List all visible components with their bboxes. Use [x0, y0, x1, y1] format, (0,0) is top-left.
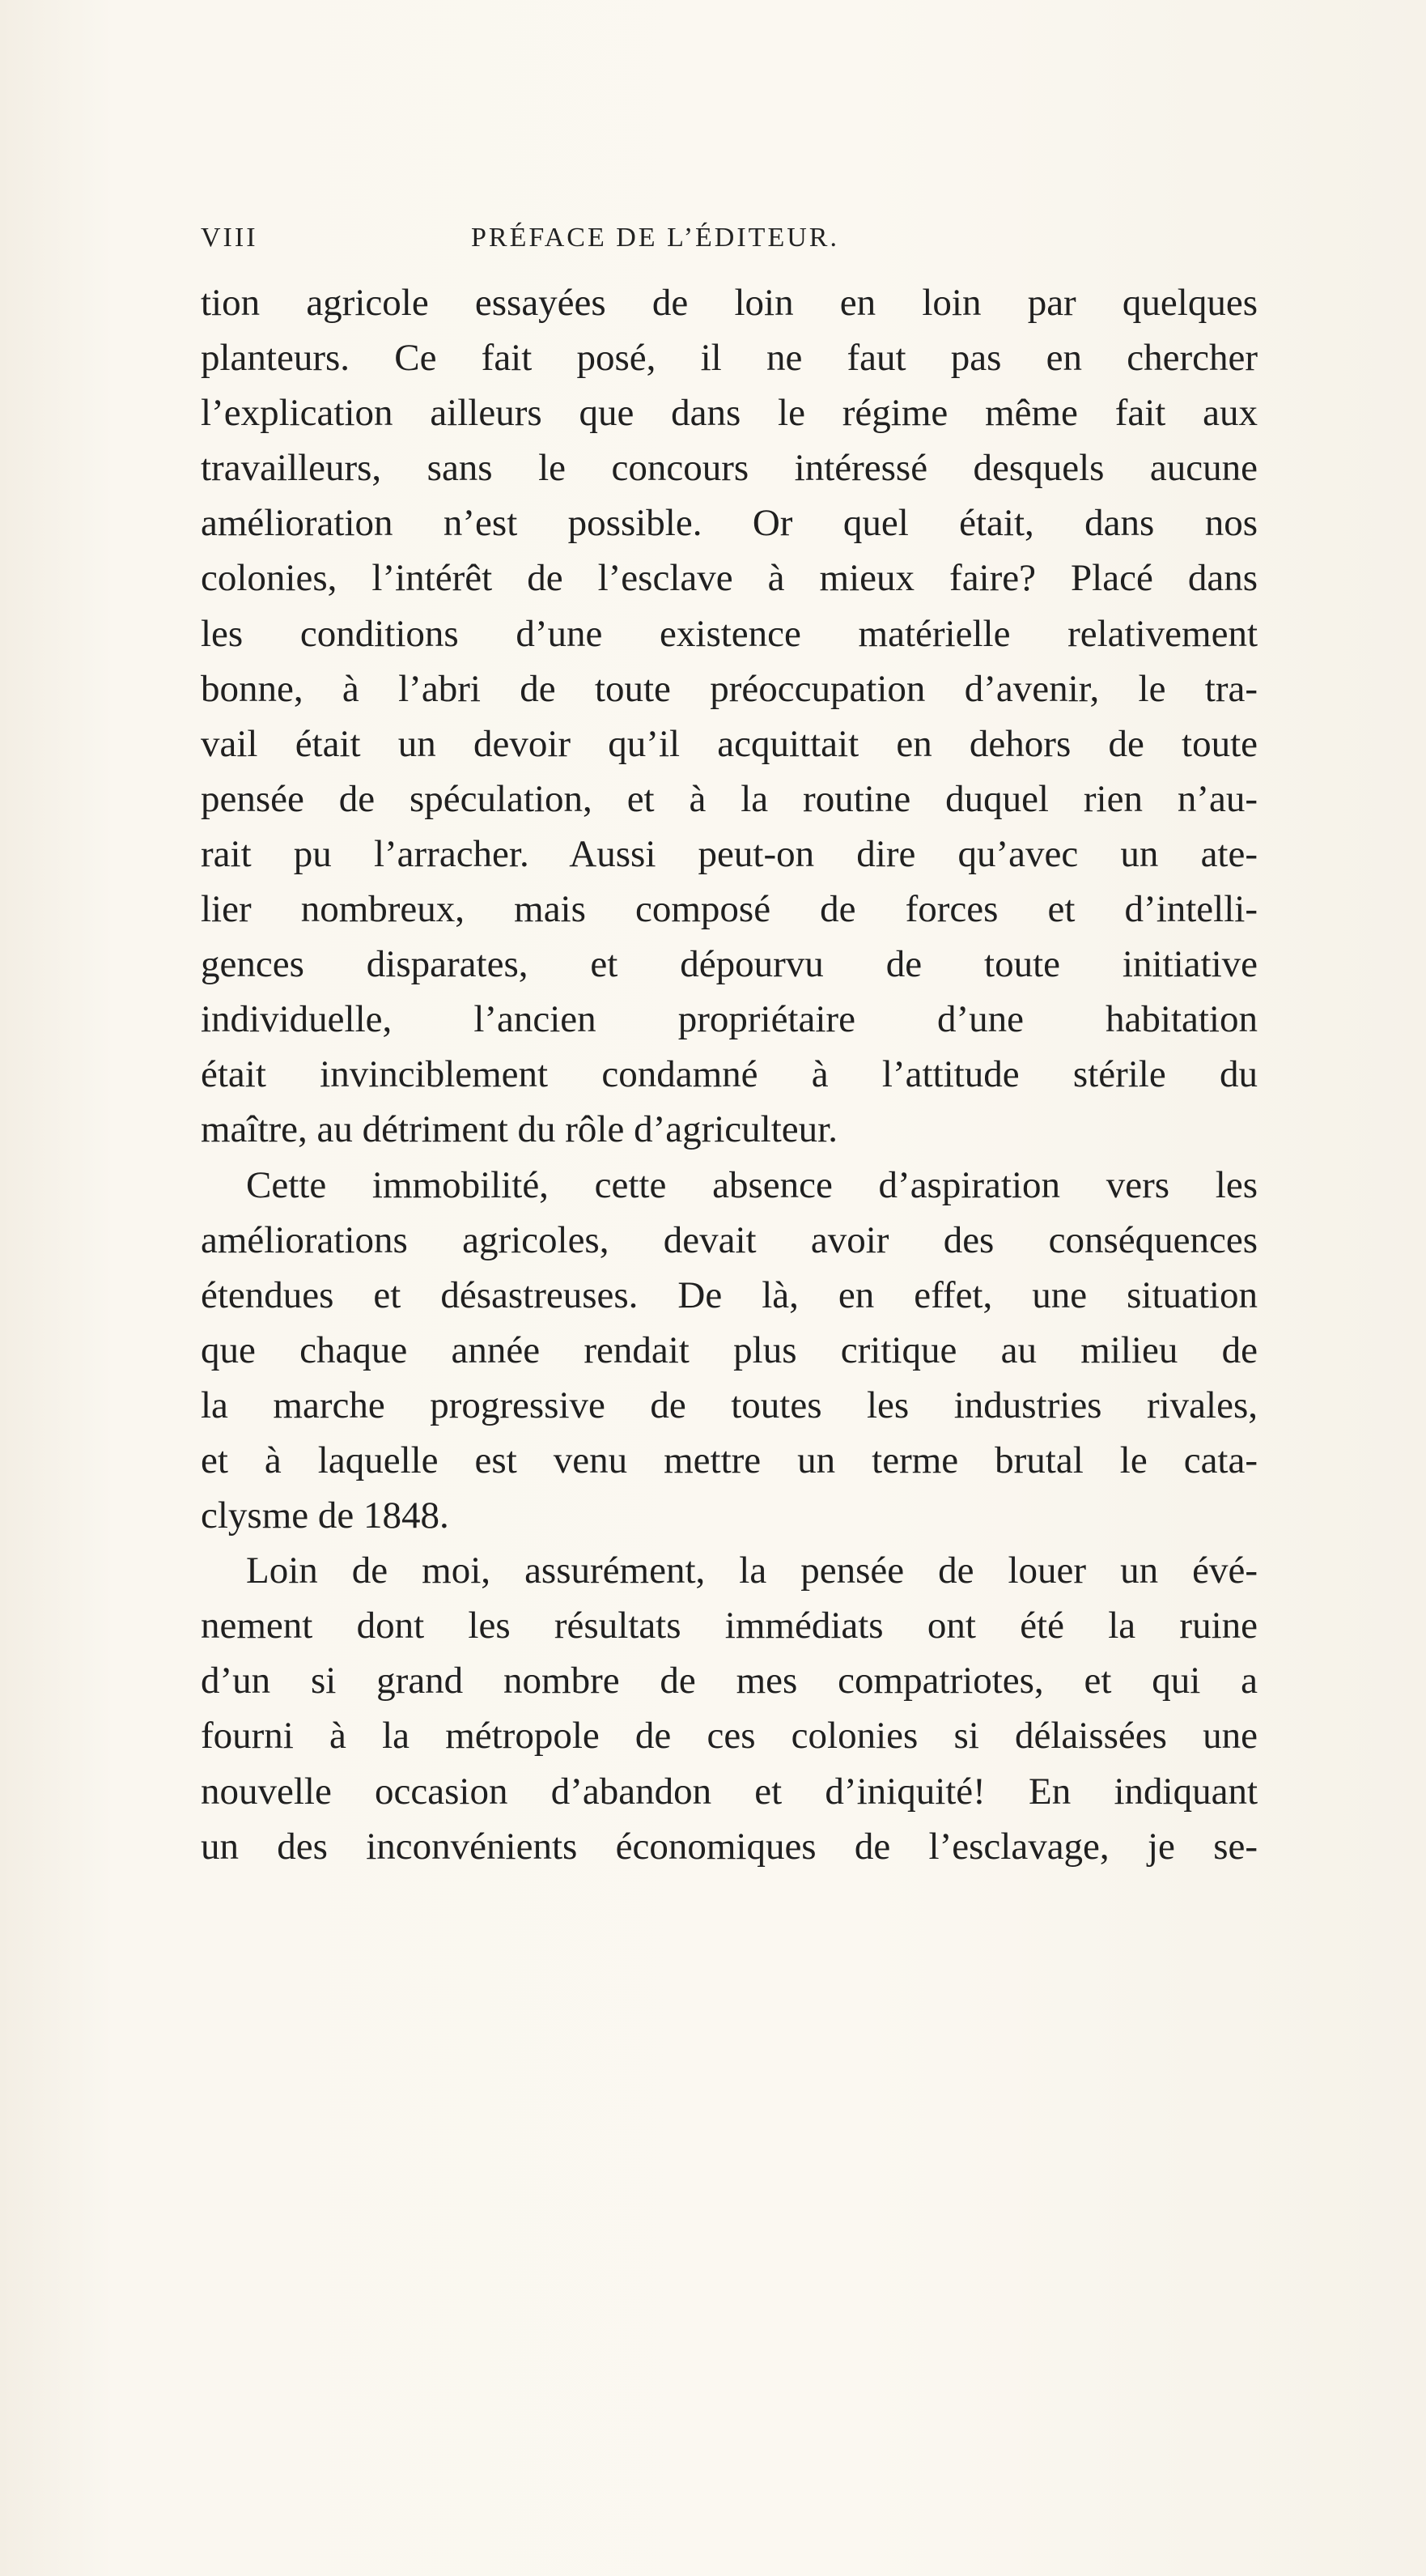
paragraph-start: Cette immobilité, cette absence d’aspiration vers les — [246, 1163, 1258, 1206]
text-line: individuelle, l’ancien propriétaire d’une habitation — [201, 998, 1258, 1041]
text-line: rait pu l’arracher. Aussi peut-on dire qu’avec un ate- — [201, 832, 1258, 875]
text-line: que chaque année rendait plus critique au milieu de — [201, 1328, 1258, 1371]
text-line: était invinciblement condamné à l’attitude stérile du — [201, 1053, 1258, 1096]
running-title: PRÉFACE DE L’ÉDITEUR. — [471, 223, 839, 253]
text-line: amélioration n’est possible. Or quel était, dans nos — [201, 502, 1258, 545]
text-line: fourni à la métropole de ces colonies si délaissées une — [201, 1715, 1258, 1758]
text-line: colonies, l’intérêt de l’esclave à mieux faire? Placé dans — [201, 557, 1258, 600]
text-line: les conditions d’une existence matérielle relativement — [201, 612, 1258, 655]
text-line: et à laquelle est venu mettre un terme brutal le cata- — [201, 1439, 1258, 1481]
text-line: travailleurs, sans le concours intéressé desquels aucune — [201, 447, 1258, 490]
text-line: pensée de spéculation, et à la routine duquel rien n’au- — [201, 777, 1258, 820]
text-line: planteurs. Ce fait posé, il ne faut pas en chercher — [201, 337, 1258, 380]
text-line: l’explication ailleurs que dans le régime même fait aux — [201, 392, 1258, 435]
text-line: améliorations agricoles, devait avoir des conséquences — [201, 1218, 1258, 1261]
page-header — [0, 223, 1426, 271]
text-line: lier nombreux, mais composé de forces et d’intelli- — [201, 888, 1258, 931]
text-line: nement dont les résultats immédiats ont été la ruine — [201, 1605, 1258, 1647]
text-line: gences disparates, et dépourvu de toute initiative — [201, 943, 1258, 986]
text-line: vail était un devoir qu’il acquittait en dehors de toute — [201, 722, 1258, 765]
body-text — [201, 275, 1258, 1874]
text-line: clysme de 1848. — [201, 1494, 449, 1537]
page-number: VIII — [201, 223, 258, 253]
paragraph-start: Loin de moi, assurément, la pensée de louer un évé- — [246, 1549, 1258, 1592]
text-line: d’un si grand nombre de mes compatriotes, et qui a — [201, 1660, 1258, 1702]
text-line: nouvelle occasion d’abandon et d’iniquité! En indiquant — [201, 1770, 1258, 1813]
text-line: un des inconvénients économiques de l’esclavage, je se- — [201, 1825, 1258, 1868]
text-line: bonne, à l’abri de toute préoccupation d’avenir, le tra- — [201, 667, 1258, 710]
text-line: maître, au détriment du rôle d’agriculteur. — [201, 1108, 838, 1151]
text-line: tion agricole essayées de loin en loin par quelques — [201, 282, 1258, 324]
text-line: étendues et désastreuses. De là, en effet, une situation — [201, 1273, 1258, 1316]
text-line: la marche progressive de toutes les industries rivales, — [201, 1384, 1258, 1426]
